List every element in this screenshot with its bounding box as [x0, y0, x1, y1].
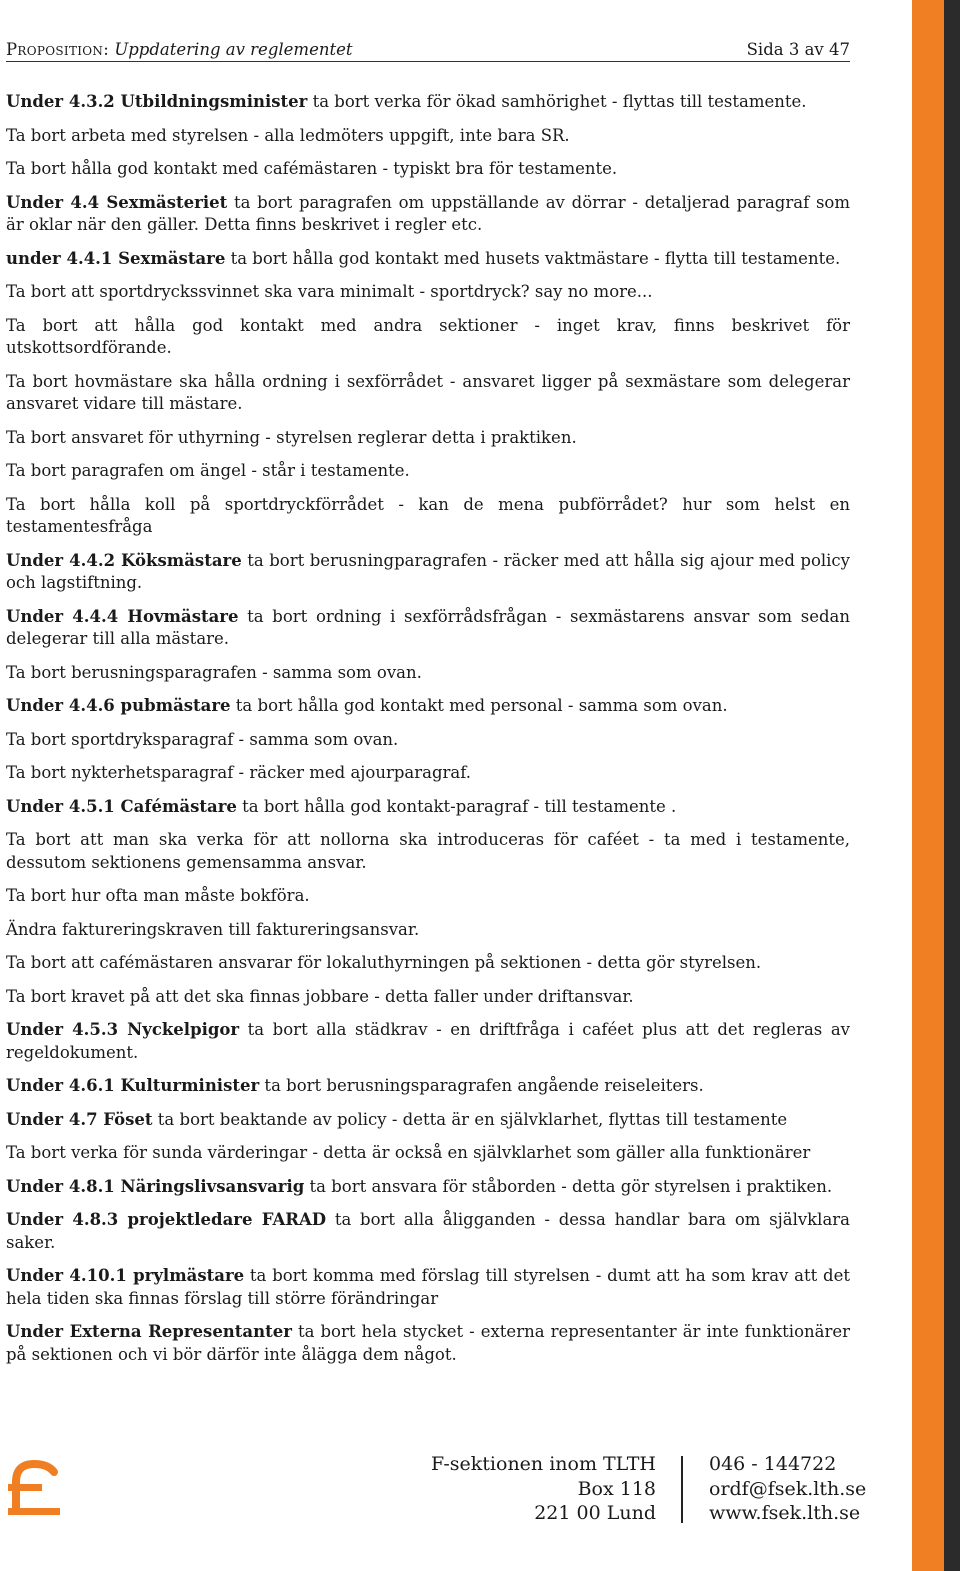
paragraph-text: Ta bort nykterhetsparagraf - räcker med ajourparagraf. [6, 763, 472, 782]
paragraph [6, 1019, 850, 1064]
paragraph [6, 729, 850, 752]
paragraph [6, 885, 850, 908]
paragraph [6, 1321, 850, 1366]
paragraph-text: ta bort ordning i sexförrådsfrågan - sexmästarens ansvar som sedan delegerar till alla mästare. [6, 606, 850, 648]
footer-phone: 046 - 144722 [709, 1453, 837, 1475]
paragraph-heading: Under 4.3.2 Utbildningsminister [6, 92, 308, 111]
paragraph [6, 762, 850, 785]
paragraph [6, 1176, 850, 1199]
document-body [6, 91, 850, 1377]
paragraph-heading: Under 4.8.1 Näringslivsansvarig [6, 1176, 305, 1196]
paragraph [6, 986, 850, 1009]
dark-side-stripe [944, 0, 960, 1571]
paragraph [6, 919, 850, 942]
paragraph-text: Ta bort hålla koll på sportdryckförrådet - kan de mena pubförrådet? hur som helst en testamentesfråga [6, 494, 850, 536]
header-label: Proposition: [6, 40, 110, 59]
paragraph [6, 494, 850, 539]
paragraph [6, 829, 850, 874]
paragraph [6, 91, 850, 114]
paragraph-text: ta bort hålla god kontakt med husets vaktmästare - flytta till testamente. [225, 248, 841, 268]
paragraph-text: ta bort ansvara för ståborden - detta gör styrelsen i praktiken. [304, 1176, 833, 1196]
paragraph-text: ta bort paragrafen om uppställande av dörrar - detaljerad paragraf som är oklar när den gäller. Detta finns beskrivet i regler etc. [6, 192, 851, 234]
header-left [6, 40, 353, 59]
paragraph-text: Ta bort hur ofta man måste bokföra. [6, 886, 310, 905]
footer-contact [709, 1452, 909, 1526]
paragraph-heading: Under 4.7 Föset [6, 1109, 153, 1129]
paragraph-text: Ta bort att hålla god kontakt med andra sektioner - inget krav, finns beskrivet för utskottsordförande. [6, 315, 850, 357]
paragraph-text: Ändra faktureringskraven till faktureringsansvar. [6, 919, 420, 939]
paragraph-text: ta bort verka för ökad samhörighet - flyttas till testamente. [307, 92, 807, 111]
paragraph [6, 1075, 850, 1098]
footer-org: F-sektionen inom TLTH [431, 1453, 656, 1475]
paragraph-heading: Under 4.4 Sexmästeriet [6, 192, 228, 212]
paragraph-heading: Under 4.4.6 pubmästare [6, 696, 231, 715]
paragraph [6, 158, 850, 181]
paragraph-text: Ta bort ansvaret för uthyrning - styrelsen reglerar detta i praktiken. [6, 427, 577, 447]
paragraph-heading: under 4.4.1 Sexmästare [6, 248, 226, 268]
footer-divider [681, 1456, 683, 1523]
paragraph [6, 248, 850, 271]
paragraph-text: ta bort hålla god kontakt-paragraf - till testamente . [236, 796, 677, 816]
paragraph [6, 1265, 850, 1310]
page-number: Sida 3 av 47 [746, 40, 850, 59]
paragraph-text: ta bort alla städkrav - en driftfråga i caféet plus att det regleras av regeldokument. [6, 1020, 850, 1062]
paragraph-text: Ta bort arbeta med styrelsen - alla ledmöters uppgift, inte bara SR. [6, 125, 570, 145]
paragraph-text: Ta bort paragrafen om ängel - står i testamente. [6, 461, 410, 480]
paragraph [6, 662, 850, 685]
paragraph [6, 1209, 850, 1254]
paragraph [6, 125, 850, 148]
f-sektionen-logo-icon [6, 1452, 62, 1524]
paragraph-text: Ta bort att sportdryckssvinnet ska vara minimalt - sportdryck? say no more... [6, 282, 653, 301]
paragraph-text: Ta bort sportdryksparagraf - samma som ovan. [6, 729, 399, 749]
paragraph-heading: Under Externa Representanter [6, 1322, 292, 1341]
footer-email[interactable]: ordf@fsek.lth.se [709, 1477, 867, 1500]
paragraph-text: Ta bort att cafémästaren ansvarar för lokaluthyrningen på sektionen - detta gör styrelsen. [6, 953, 762, 972]
paragraph-text: ta bort beaktande av policy - detta är en självklarhet, flyttas till testamente [152, 1109, 788, 1129]
paragraph [6, 281, 850, 304]
orange-side-stripe [912, 0, 944, 1571]
paragraph-text: Ta bort kravet på att det ska finnas jobbare - detta faller under driftansvar. [6, 986, 634, 1006]
paragraph-text: Ta bort verka för sunda värderingar - detta är också en självklarhet som gäller alla funktionärer [6, 1143, 811, 1162]
paragraph-heading: Under 4.4.2 Köksmästare [6, 550, 242, 570]
paragraph-text: ta bort komma med förslag till styrelsen - dumt att ha som krav att det hela tiden ska finnas förslag till större förändringar [6, 1266, 850, 1308]
paragraph [6, 371, 850, 416]
paragraph-heading: Under 4.5.3 Nyckelpigor [6, 1020, 240, 1039]
paragraph [6, 315, 850, 360]
footer-web[interactable]: www.fsek.lth.se [709, 1502, 861, 1524]
paragraph-text: ta bort berusningsparagrafen angående reiseleiters. [259, 1076, 704, 1095]
paragraph-heading: Under 4.5.1 Cafémästare [6, 796, 237, 816]
paragraph [6, 695, 850, 718]
page-header [6, 40, 850, 62]
paragraph [6, 952, 850, 975]
paragraph-heading: Under 4.8.3 projektledare FARAD [6, 1210, 327, 1229]
header-title: Uppdatering av reglementet [114, 40, 353, 59]
paragraph-text: ta bort berusningparagrafen - räcker med att hålla sig ajour med policy och lagstiftning. [6, 550, 850, 592]
paragraph [6, 192, 850, 237]
paragraph-text: Ta bort hålla god kontakt med cafémästaren - typiskt bra för testamente. [6, 159, 618, 178]
paragraph-heading: Under 4.10.1 prylmästare [6, 1266, 245, 1285]
footer-address [380, 1452, 656, 1526]
footer-box: Box 118 [577, 1477, 656, 1500]
paragraph [6, 1109, 850, 1132]
paragraph-heading: Under 4.4.4 Hovmästare [6, 606, 239, 626]
paragraph [6, 796, 850, 819]
paragraph-text: ta bort alla åligganden - dessa handlar bara om självklara saker. [6, 1210, 850, 1252]
paragraph-text: ta bort hela stycket - externa representanter är inte funktionärer på sektionen och vi bör därför inte ålägga dem något. [6, 1322, 851, 1364]
paragraph [6, 1142, 850, 1165]
paragraph-heading: Under 4.6.1 Kulturminister [6, 1076, 260, 1095]
footer-city: 221 00 Lund [534, 1502, 656, 1524]
paragraph [6, 460, 850, 483]
paragraph-text: Ta bort berusningsparagrafen - samma som ovan. [6, 662, 422, 682]
paragraph [6, 606, 850, 651]
paragraph-text: Ta bort hovmästare ska hålla ordning i sexförrådet - ansvaret ligger på sexmästare som delegerar ansvaret vidare till mästare. [6, 371, 850, 413]
paragraph [6, 427, 850, 450]
paragraph-text: ta bort hålla god kontakt med personal - samma som ovan. [230, 696, 728, 715]
paragraph-text: Ta bort att man ska verka för att nollorna ska introduceras för caféet - ta med i testamente, dessutom sektionens gemensamma ansvar. [6, 830, 850, 872]
paragraph [6, 550, 850, 595]
